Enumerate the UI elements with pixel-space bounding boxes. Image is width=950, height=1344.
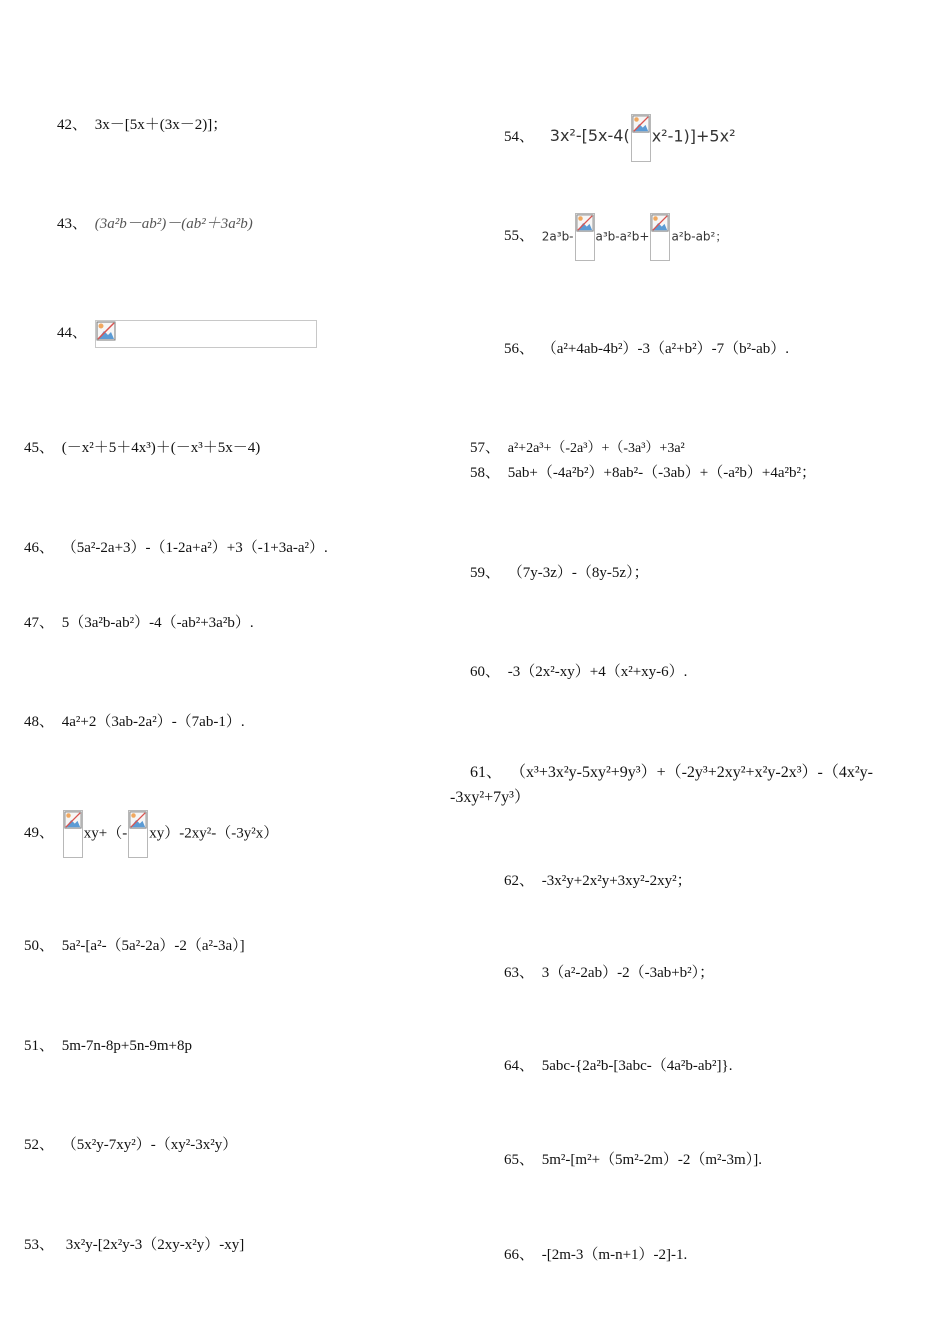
problem-number: 50、 — [24, 938, 55, 954]
problem-expression: -3x²y+2x²y+3xy²-2xy²； — [541, 873, 692, 889]
problem-63 — [504, 964, 714, 983]
broken-image-icon — [128, 810, 148, 858]
problem-expression: 5m²-[m²+（5m²-2m）-2（m²-3m）]. — [541, 1152, 762, 1168]
problem-number: 45、 — [24, 440, 55, 456]
problem-60 — [470, 663, 687, 682]
problem-48 — [24, 713, 245, 732]
problem-expression: 3x²y-[2x²y-3（2xy-x²y）-xy] — [65, 1237, 245, 1253]
problem-56 — [504, 340, 789, 359]
broken-image-icon — [95, 320, 317, 348]
problem-number: 53、 — [24, 1237, 55, 1253]
problem-62 — [504, 872, 692, 891]
problem-expression-part: xy）-2xy²-（-3y²x） — [149, 825, 279, 842]
problem-49 — [24, 810, 278, 858]
problem-number: 43、 — [57, 216, 88, 232]
problem-expression: （7y-3z）-（8y-5z）； — [507, 565, 649, 581]
problem-expression: 5abc-{2a²b-[3abc-（4a²b-ab²]}. — [541, 1058, 733, 1074]
problem-number: 59、 — [470, 565, 501, 581]
problem-expression: 5m-7n-8p+5n-9m+8p — [61, 1038, 193, 1054]
problem-expression: -[2m-3（m-n+1）-2]-1. — [541, 1247, 688, 1263]
problem-54 — [504, 114, 735, 162]
problem-expression: 4a²+2（3ab-2a²）-（7ab-1）. — [61, 714, 245, 730]
problem-45 — [24, 439, 260, 458]
problem-number: 65、 — [504, 1152, 535, 1168]
problem-number: 49、 — [24, 825, 55, 842]
problem-expression: a²+2a³+（-2a³）+（-3a³）+3a² — [507, 441, 685, 456]
problem-expression: 5a²-[a²-（5a²-2a）-2（a²-3a）] — [61, 938, 245, 954]
problem-59 — [470, 564, 649, 583]
problem-expression: 3（a²-2ab）-2（-3ab+b²）； — [541, 965, 715, 981]
problem-number: 57、 — [470, 440, 501, 456]
problem-number: 48、 — [24, 714, 55, 730]
problem-expression: 3x－[5x＋(3x－2)]； — [94, 117, 228, 133]
problem-expression-line2: -3xy²+7y³） — [450, 789, 530, 806]
problem-number: 56、 — [504, 341, 535, 357]
problem-44 — [57, 320, 317, 348]
problem-number: 64、 — [504, 1058, 535, 1074]
problem-expression: （a²+4ab-4b²）-3（a²+b²）-7（b²-ab）. — [541, 341, 790, 357]
problem-expression: （5a²-2a+3）-（1-2a+a²）+3（-1+3a-a²）. — [61, 540, 328, 556]
problem-61-continued — [450, 788, 530, 808]
problem-52 — [24, 1136, 237, 1155]
problem-number: 51、 — [24, 1038, 55, 1054]
problem-46 — [24, 539, 328, 558]
problem-number: 47、 — [24, 615, 55, 631]
broken-image-icon — [63, 810, 83, 858]
problem-expression-line1: （x³+3x²y-5xy²+9y³）+（-2y³+2xy²+x²y-2x³）-（4x²y- — [510, 764, 873, 781]
problem-expression: 5ab+（-4a²b²）+8ab²-（-3ab）+（-a²b）+4a²b²； — [507, 465, 817, 481]
problem-number: 62、 — [504, 873, 535, 889]
problem-number: 58、 — [470, 465, 501, 481]
problem-expression: (－x²＋5＋4x³)＋(－x³＋5x－4) — [61, 440, 261, 456]
broken-image-icon — [650, 213, 670, 261]
problem-number: 52、 — [24, 1137, 55, 1153]
problem-43 — [57, 215, 253, 234]
problem-47 — [24, 614, 254, 633]
problem-number: 42、 — [57, 117, 88, 133]
problem-number: 63、 — [504, 965, 535, 981]
problem-53 — [24, 1236, 244, 1255]
problem-expression-part: a³b-a²b+ — [595, 229, 650, 244]
problem-51 — [24, 1037, 192, 1056]
problem-61 — [470, 763, 873, 783]
problem-42 — [57, 116, 227, 135]
problem-expression-part: 3x²-[5x-4( — [549, 126, 630, 146]
problem-expression: 5（3a²b-ab²）-4（-ab²+3a²b）. — [61, 615, 254, 631]
problem-expression-part: 2a³b- — [541, 229, 574, 244]
problem-55 — [504, 213, 727, 261]
problem-64 — [504, 1057, 732, 1076]
problem-50 — [24, 937, 245, 956]
problem-expression: （5x²y-7xy²）-（xy²-3x²y） — [61, 1137, 238, 1153]
problem-57 — [470, 439, 685, 458]
broken-image-icon — [575, 213, 595, 261]
problem-58 — [470, 464, 816, 483]
problem-66 — [504, 1246, 687, 1265]
problem-number: 60、 — [470, 664, 501, 680]
problem-number: 55、 — [504, 228, 535, 245]
broken-image-icon — [631, 114, 651, 162]
problem-number: 66、 — [504, 1247, 535, 1263]
problem-expression: (3a²b－ab²)－(ab²＋3a²b) — [94, 216, 253, 232]
problem-number: 54、 — [504, 129, 535, 146]
problem-65 — [504, 1151, 762, 1170]
problem-expression: -3（2x²-xy）+4（x²+xy-6）. — [507, 664, 688, 680]
problem-expression-part: a²b-ab²； — [671, 229, 728, 244]
problem-number: 44、 — [57, 325, 88, 342]
problem-expression-part: xy+（- — [83, 825, 128, 842]
problem-number: 61、 — [470, 764, 503, 781]
problem-expression-part: x²-1)]+5x² — [651, 126, 736, 146]
problem-number: 46、 — [24, 540, 55, 556]
